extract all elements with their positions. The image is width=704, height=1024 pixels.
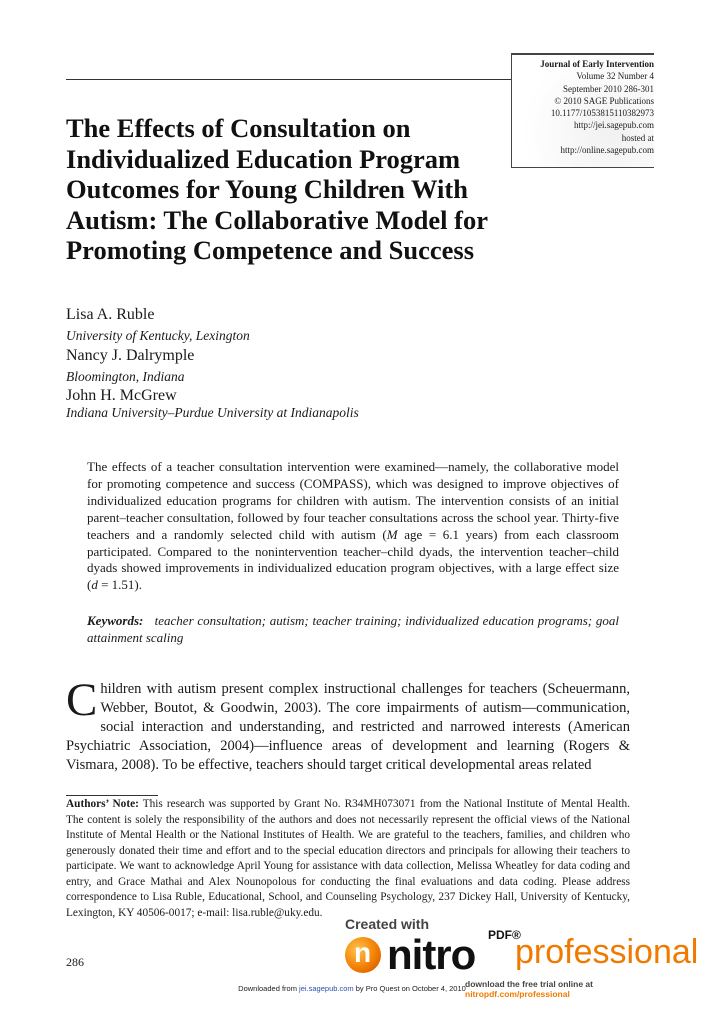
author-name: Lisa A. Ruble — [66, 306, 155, 323]
download-prefix: Downloaded from — [238, 984, 300, 993]
nitro-logo-icon — [345, 937, 381, 973]
journal-host-url[interactable]: http://online.sagepub.com — [560, 145, 654, 156]
journal-volume: Volume 32 Number 4 — [576, 71, 654, 82]
keywords-text: teacher consultation; autism; teacher training; individualized education programs; goal attainment scaling — [87, 613, 619, 645]
article-title: The Effects of Consultation on Individualized Education Program Outcomes for Young Children With Autism: The Collaborative Model for Promoting Competence and Success — [66, 113, 488, 266]
journal-copyright: © 2010 SAGE Publications — [554, 95, 654, 106]
journal-name: Journal of Early Intervention — [540, 59, 654, 69]
download-site-link[interactable]: jei.sagepub.com — [299, 984, 354, 993]
keywords — [87, 613, 619, 647]
nitro-watermark — [345, 912, 699, 999]
body-paragraph — [66, 674, 630, 775]
author-name: Nancy J. Dalrymple — [66, 347, 195, 364]
footnote-rule — [66, 795, 158, 796]
authors-note-text: This research was supported by Grant No. R34MH073071 from the National Institute of Mental Health. The content is solely the responsibility of the authors and does not necessarily represent the official views of the National Institute of Mental Health or the National Institutes of Health. We are grateful to the teachers, families, and children who generously donated their time and effort and to the special education directors and principals for allowing their teachers to participate. We want to acknowledge April Young for assistance with data collection, Melissa Wheatley for data coding and entry, and Grace Mathai and Alex Nounopolous for conducting the final evaluations and data coding. Please address correspondence to Lisa Ruble, Educational, School, and Counseling Psychology, 237 Dickey Hall, University of Kentucky, Lexington, KY 40506-0017; e-mail: lisa.ruble@uky.edu. — [66, 798, 630, 919]
abstract-text: The effects of a teacher consultation intervention were examined—namely, the collaborative model for promoting competence and success (COMPASS), which was designed to improve objectives of individualized education programs for children with autism. The intervention consists of an initial parent–teacher consultation, followed by four teacher consultations across the school year. Thirty-five teachers and a randomly selected child with autism ( — [87, 459, 619, 542]
journal-hosted-at: hosted at — [621, 132, 654, 143]
page-number: 286 — [66, 955, 84, 969]
watermark-created-with: Created with — [345, 916, 430, 932]
author-name: John H. McGrew — [66, 387, 177, 404]
watermark-trial-link[interactable]: nitropdf.com/professional — [465, 989, 570, 999]
abstract-mean-symbol: M — [386, 526, 398, 542]
watermark-pdf-mark: PDF® — [488, 928, 521, 942]
abstract-text: age = 6.1 years) from each classroom participated. Compared to the nonintervention teacher–child dyads, the intervention teacher–child dyads showed improvements in individualized education program objectives, with a large effect size ( — [87, 526, 620, 593]
header-rule — [66, 79, 514, 80]
authors-note — [66, 797, 630, 921]
abstract-text: = 1.51). — [97, 577, 143, 593]
journal-doi[interactable]: 10.1177/1053815110382973 — [550, 108, 654, 119]
journal-url[interactable]: http://jei.sagepub.com — [574, 120, 654, 131]
watermark-trial-text: download the free trial online at — [465, 979, 593, 989]
author-affiliation: University of Kentucky, Lexington — [66, 328, 250, 343]
authors-note-label: Authors’ Note: — [66, 798, 139, 810]
keywords-label: Keywords: — [87, 613, 144, 628]
watermark-professional: professional — [515, 933, 699, 971]
journal-date-pages: September 2010 286-301 — [563, 83, 654, 94]
download-notice — [0, 984, 704, 993]
author-affiliation: Indiana University–Purdue University at Indianapolis — [66, 405, 359, 420]
body-text: hildren with autism present complex instructional challenges for teachers (Scheuermann, Webber, Boutot, & Goodwin, 2003). The core impairments of autism—communication, social interaction and understanding, and restricted and narrowed interests (American Psychiatric Association, 2004)—influence areas of development and learning (Rogers & Vismara, 2008). To be effective, teachers should target critical developmental areas related — [66, 681, 630, 774]
watermark-brand: nitro — [387, 931, 476, 978]
abstract — [87, 459, 619, 594]
download-suffix: by Pro Quest on October 4, 2010 — [353, 984, 466, 993]
drop-cap: C — [66, 674, 98, 726]
journal-info — [504, 58, 654, 156]
author-affiliation: Bloomington, Indiana — [66, 369, 185, 384]
abstract-effect-symbol: d — [91, 577, 98, 593]
